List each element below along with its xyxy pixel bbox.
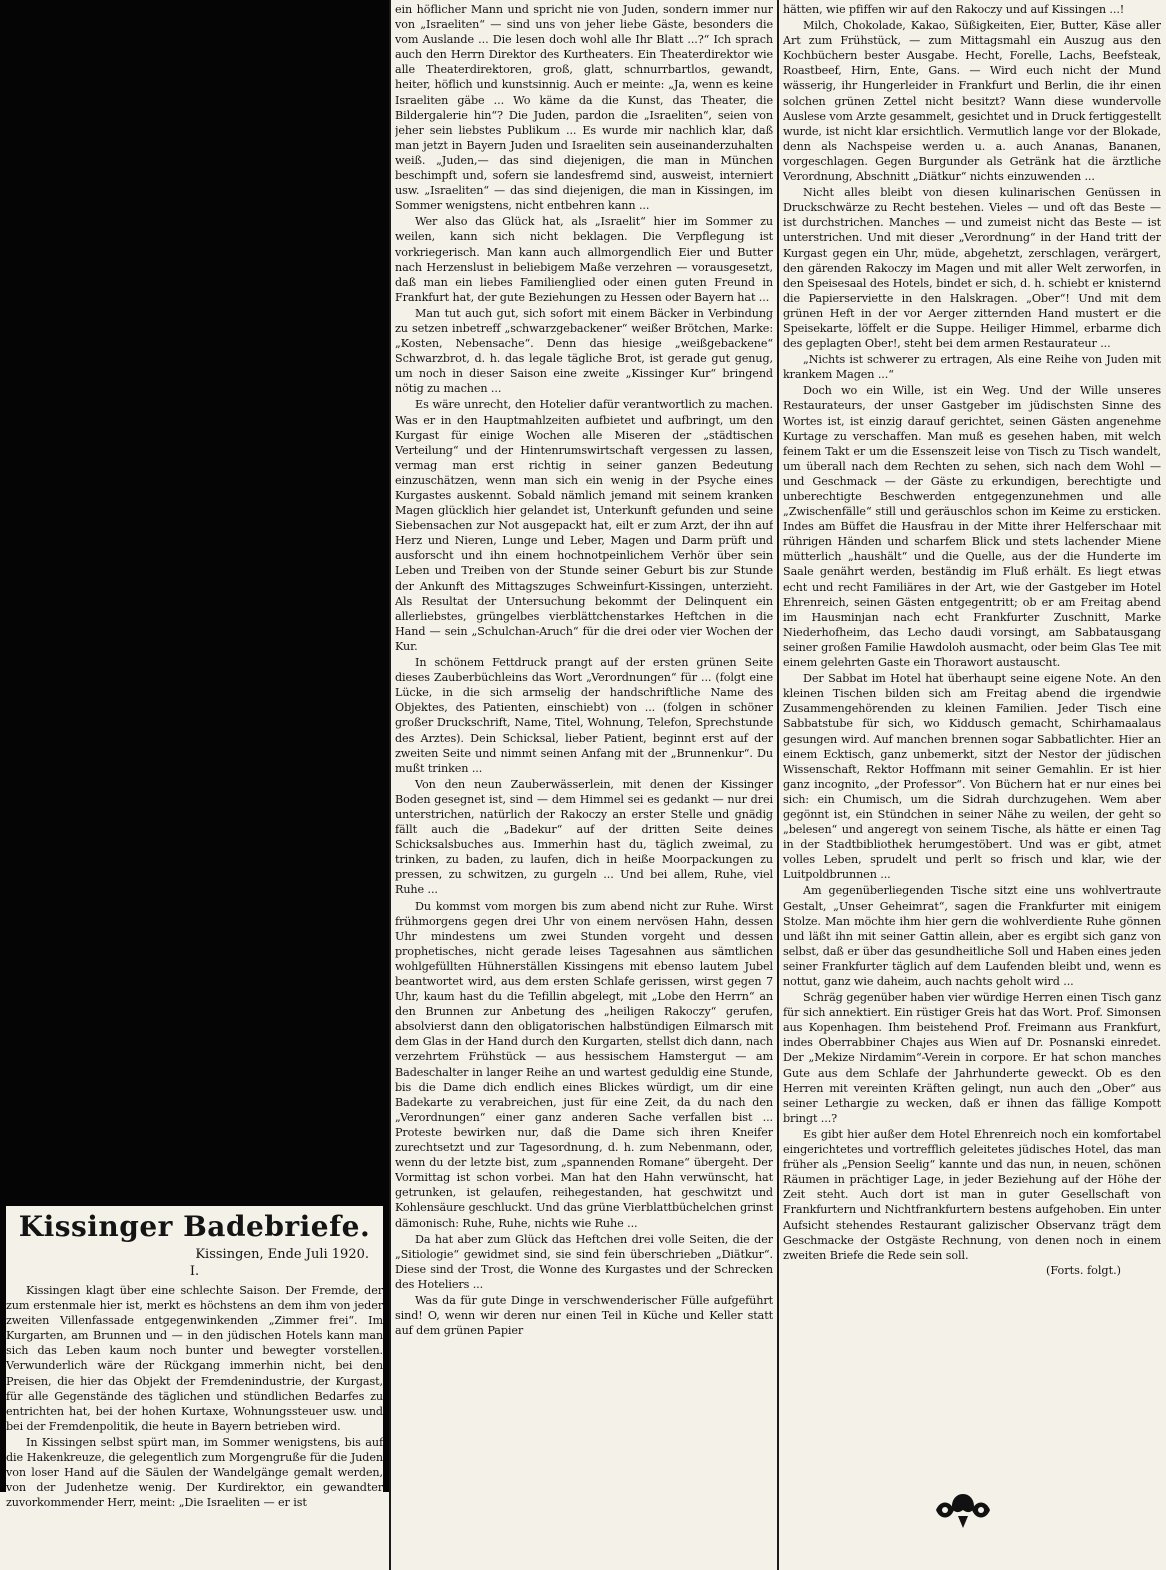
paragraph: Der Sabbat im Hotel hat überhaupt seine eigene Note. An den kleinen Tischen bilden sich am Freitag abend die irgendwie Zusammengehörenden zu kleinen Familien. Jeder Tisch eine Sabbatstube für sich, wo Kiddusch gemacht, Schirhamaalaus gesungen wird. Auf manchen brennen sogar Sabbatlichter. Hier an einem Ecktisch, ganz unbemerkt, sitzt der Nestor der jüdischen Wissenschaft, Rektor Hoffmann mit seiner Gemahlin. Er ist hier ganz incognito, „der Professor“. Von Büchern hat er nur eines bei sich: ein Chumisch, um die Sidrah durchzugehen. Wem aber gegönnt ist, ein Stündchen in seiner Nähe zu weilen, der geht so „belesen“ und angeregt von seinem Tische, als hätte er einen Tag in der Stadtbibliothek herumgestöbert. Und was er gibt, atmet volles Leben, sprudelt und perlt so frisch und klar, wie der Luitpoldbrunnen ...: [783, 672, 1161, 882]
paragraph: Es wäre unrecht, den Hotelier dafür verantwortlich zu machen. Was er in den Hauptmahlzeiten aufbietet und aufbringt, um den Kurgast für einige Wochen alle Miseren der „städtischen Verteilung“ und der Hintenrumswirtschaft vergessen zu lassen, vermag man erst richtig in seiner ganzen Bedeutung einzuschätzen, wenn man sich ein wenig in der Psyche eines Kurgastes auskennt. Sobald nämlich jemand mit seinem kranken Magen glücklich hier gelandet ist, Unterkunft gefunden und seine Siebensachen zur Not ausgepackt hat, eilt er zum Arzt, der ihn auf Herz und Nieren, Lunge und Leber, Magen und Darm prüft und ausforscht und ihn einem hochnotpeinlichem Verhör über sein Leben und Treiben von der Stunde seiner Geburt bis zur Stunde der Ankunft des Mittagszuges Schweinfurt-Kissingen, unterzieht. Als Resultat der Untersuchung bekommt der Delinquent ein allerliebstes, grüngelbes vierblättchenstarkes Heftchen in die Hand — sein „Schulchan-Aruch“ für die drei oder vier Wochen der Kur.: [395, 398, 773, 653]
paragraph: hätten, wie pfiffen wir auf den Rakoczy und auf Kissingen ...!: [783, 3, 1125, 16]
ornament-icon: [928, 1490, 998, 1530]
paragraph: Nicht alles bleibt von diesen kulinarischen Genüssen in Druckschwärze zu Recht bestehen. Vieles — und oft das Beste — ist durchstrichen. Manches — und zumeist nicht das Beste — ist unterstrichen. Und mit dieser „Verordnung“ in der Hand tritt der Kurgast gegen ein Uhr, müde, abgehetzt, zerschlagen, verärgert, den gärenden Rakoczy im Magen und mit aller Welt zerworfen, in den Speisesaal des Hotels, bindet er sich, d. h. schiebt er knisternd die Papierserviette in den Halskragen. „Ober“! Und mit dem grünen Heft in der vor Aerger zitternden Hand mustert er die Speisekarte, löffelt er die Suppe. Heiliger Himmel, erbarme dich des geplagten Ober!, steht bei dem armen Restaurateur ...: [783, 186, 1161, 351]
paragraph: Am gegenüberliegenden Tische sitzt eine uns wohlvertraute Gestalt, „Unser Geheimrat“, sagen die Frankfurter mit einigem Stolze. Man möchte ihm hier gern die wohlverdiente Ruhe gönnen und läßt ihn mit seiner Gattin allein, aber es ergibt sich ganz von selbst, daß er über das gesundheitliche Soll und Haben eines jeden seiner Frankfurter täglich auf dem Laufenden bleibt und, wenn es nottut, ganz wie daheim, auch nachts geholt wird ...: [783, 884, 1161, 988]
paragraph: Milch, Chokolade, Kakao, Süßigkeiten, Eier, Butter, Käse aller Art zum Frühstück, — zum Mittagsmahl ein Auszug aus den Kochbüchern bester Ausgabe. Hecht, Forelle, Lachs, Beefsteak, Roastbeef, Hirn, Ente, Gans. — Wird euch nicht der Mund wässerig, ihr Hungerleider in Frankfurt und Berlin, die ihr einen solchen grünen Zettel nicht besitzt? Wann diese wundervolle Auslese vom Arzte gesammelt, gesichtet und in Druck fertiggestellt wurde, ist nicht klar ersichtlich. Vermutlich lange vor der Blokade, denn als Nachspeise werden u. a. auch Ananas, Bananen, vorgeschlagen. Gegen Burgunder als Getränk hat die ärztliche Verordnung, Abschnitt „Diätkur“ nichts einzuwenden ...: [783, 19, 1161, 184]
section-number: I.: [189, 1264, 200, 1279]
paragraph: Doch wo ein Wille, ist ein Weg. Und der Wille unseres Restaurateurs, der unser Gastgeber im jüdischsten Sinne des Wortes ist, ist einzig darauf gerichtet, seinen Gästen angenehme Kurtage zu verschaffen. Man muß es gesehen haben, mit welch feinem Takt er um die Essenszeit leise von Tisch zu Tisch wandelt, um überall nach dem Rechten zu sehen, sich nach dem Wohl — und Geschmack — der Gäste zu erkundigen, berechtigte und unberechtigte Beschwerden entgegenzunehmen und alle „Zwischenfälle“ still und geräuschlos schon im Keime zu ersticken. Indes am Büffet die Hausfrau in der Mitte ihrer Helferschaar mit rührigen Händen und scharfem Blick und stets lachender Miene mütterlich „haushält“ und die Quelle, aus der die Hunderte im Saale genährt werden, beständig im Fluß erhält. Es liegt etwas echt und recht Familiäres in der Art, wie der Gastgeber im Hotel Ehrenreich, seinen Gästen entgegentritt; ob er am Freitag abend im Hausminjan nach echt Frankfurter Zuschnitt, Marke Niederhofheim, das Lecho daudi vorsingt, am Sabbatausgang seiner großen Familie Hawdoloh ausmacht, oder beim Glas Tee mit einem gelehrten Gaste ein Thorawort austauscht.: [783, 384, 1161, 670]
paragraph: Da hat aber zum Glück das Heftchen drei volle Seiten, die der „Sitiologie“ gewidmet sind, sie sind fein überschrieben „Diätkur“. Diese sind der Trost, die Wonne des Kurgastes und der Schrecken des Hoteliers ...: [395, 1232, 773, 1291]
paragraph: ein höflicher Mann und spricht nie von Juden, sondern immer nur von „Israeliten“ — sind uns von jeher liebe Gäste, besonders die vom Auslande ... Die lesen doch wohl alle Ihr Blatt ...?“ Ich sprach auch den Herrn Direktor des Kurtheaters. Ein Theaterdirektor wie alle Theaterdirektoren, groß, glatt, schnurrbartlos, gewandt, heiter, höflich und kunstsinnig. Auch er meinte: „Ja, wenn es keine Israeliten gäbe ... Wo käme da die Kunst, das Theater, die Bildergalerie hin“? Die Juden, pardon die „Israeliten“, seien von jeher sein liebstes Publikum ... Es wurde mir nachlich klar, daß man jetzt in Bayern Juden und Israeliten sein auseinanderzuhalten weiß. „Juden,— das sind diejenigen, die man in München beschimpft und, sofern sie landesfremd sind, ausweist, interniert usw. „Israeliten“ — das sind diejenigen, die man in Kissingen, im Sommer wenigstens, nicht entbehren kann ...: [395, 3, 773, 213]
column-rule-left: [389, 0, 391, 1570]
paragraph: In schönem Fettdruck prangt auf der ersten grünen Seite dieses Zauberbüchleins das Wort „Verordnungen“ für ... (folgt eine Lücke, in die sich armselig der handschriftliche Name des Objektes, des Patienten, einschiebt) von ... (folgen in schöner großer Druckschrift, Name, Titel, Wohnung, Telefon, Sprechstunde des Arztes). Dein Schicksal, lieber Patient, beginnt erst auf der zweiten Seite und nimmt seinen Anfang mit der „Brunnenkur“. Du mußt trinken ...: [395, 656, 773, 775]
column-rule-right: [777, 0, 779, 1570]
paragraph: Von den neun Zauberwässerlein, mit denen der Kissinger Boden gesegnet ist, sind — dem Himmel sei es gedankt — nur drei unterstrichen, natürlich der Rakoczy an erster Stelle und gnädig fällt auch die „Badekur“ auf der dritten Seite deines Schicksalsbuches aus. Immerhin hast du, täglich zweimal, zu trinken, zu baden, zu laufen, dich in heiße Moorpackungen zu pressen, zu schwitzen, zu gurgeln ... Und bei allem, Ruhe, viel Ruhe ...: [395, 777, 773, 897]
column-1-article: [6, 1206, 383, 1568]
verse: „Nichts ist schwerer zu ertragen, Als eine Reihe von Juden mit krankem Magen ...“: [783, 353, 1161, 382]
paragraph: Schräg gegenüber haben vier würdige Herren einen Tisch ganz für sich annektiert. Ein rüstiger Greis hat das Wort. Prof. Simonsen aus Kopenhagen. Ihm beistehend Prof. Freimann aus Frankfurt, indes Oberrabbiner Chajes aus Wien auf Dr. Posnanski einredet. Der „Mekize Nirdamim“-Verein in corpore. Er hat schon manches Gute aus dem Schlafe der Jahrhunderte geweckt. Ob es den Herren mit vereinten Kräften gelingt, nun auch den „Ober“ aus seiner Lethargie zu wecken, daß er ihnen das fällige Kompott bringt ...?: [783, 991, 1161, 1125]
paragraph: Wer also das Glück hat, als „Israelit“ hier im Sommer zu weilen, kann sich nicht beklagen. Die Verpflegung ist vorkriegerisch. Man kann auch allmorgendlich Eier und Butter nach Herzenslust in beliebigem Maße verzehren — vorausgesetzt, daß man ein liebes Familienglied oder einen guten Freund in Frankfurt hat, der gute Beziehungen zu Hessen oder Bayern hat ...: [395, 215, 773, 304]
paragraph: Du kommst vom morgen bis zum abend nicht zur Ruhe. Wirst frühmorgens gegen drei Uhr von einem nervösen Hahn, dessen Uhr mindestens um zwei Stunden vorgeht und dessen prophetisches, nicht gerade leises Tagesahnen aus sämtlichen wohlgefüllten Hühnerställen Kissingens mit ebenso lautem Jubel beantwortet wird, aus dem ersten Schlafe gerissen, wirst gegen 7 Uhr, kaum hast du die Tefillin abgelegt, mit „Lobe den Herrn“ an den Brunnen zur Anbetung des „heiligen Rakoczy“ gerufen, absolvierst dann den obligatorischen halbstündigen Eilmarsch mit dem Glas in der Hand durch den Kurgarten, stellst dich dann, nach verzehrtem Frühstück — aus hessischem Hamstergut — am Badeschalter in langer Reihe an und wartest geduldig eine Stunde, bis die Dame dich endlich eines Blickes würdigt, um dir eine Badekarte zu verabreichen, just für eine Zeit, da du nach den „Verordnungen“ einer ganz anderen Sache verfallen bist ... Proteste bewirken nur, daß die Dame sich ihren Kneifer zurechtsetzt und zur Tagesordnung, d. h. zum Nebenmann, oder, wenn du der letzte bist, zum „spannenden Romane“ übergeht. Der Vormittag ist schon vorbei. Man hat den Hahn verwünscht, hat getrunken, ist gelaufen, reihegestanden, hat geschwitzt und Kohlensäure geschluckt. Und das grüne Vierblattbüchelchen grinst dämonisch: Ruhe, Ruhe, nichts wie Ruhe ...: [395, 899, 773, 1230]
column-2: [395, 2, 773, 1568]
paragraph: Was da für gute Dinge in verschwenderischer Fülle aufgeführt sind! O, wenn wir deren nur einen Teil in Küche und Keller statt auf dem grünen Papier: [395, 1293, 773, 1338]
column-3: [783, 2, 1161, 1486]
paragraph: Kissingen klagt über eine schlechte Saison. Der Fremde, der zum erstenmale hier ist, merkt es höchstens an dem ihm von jeder zweiten Villenfassade entgegenwinkenden „Zimmer frei“. Im Kurgarten, am Brunnen und — in den jüdischen Hotels kann man sich das Leben kaum noch bunter und bewegter vorstellen. Verwunderlich wäre der Rückgang immerhin nicht, bei den Preisen, die hier das Objekt der Fremdenindustrie, der Kurgast, für alle Gegenstände des täglichen und stündlichen Bedarfes zu entrichten hat, bei der hohen Kurtaxe, Wohnungssteuer usw. und bei der Fremdenpolitik, die heute in Bayern betrieben wird.: [6, 1284, 383, 1433]
continued-note: (Forts. folgt.): [1046, 1263, 1121, 1277]
paragraph: In Kissingen selbst spürt man, im Sommer wenigstens, bis auf die Hakenkreuze, die gelegentlich zum Morgengruße für die Juden von loser Hand auf die Säulen der Wandelgänge gemalt werden, von der Judenhetze wenig. Der Kurdirektor, ein gewandter zuvorkommender Herr, meint: „Die Israeliten — er ist: [6, 1435, 383, 1510]
dateline: Kissingen, Ende Juli 1920.: [195, 1247, 369, 1262]
paragraph: Man tut auch gut, sich sofort mit einem Bäcker in Verbindung zu setzen inbetreff „schwarzgebackener“ weißer Brötchen, Marke: „Kosten, Nebensache“. Denn das hiesige „weißgebackene“ Schwarzbrot, d. h. das legale tägliche Brot, ist gerade gut genug, um noch in dieser Saison eine zweite „Kissinger Kur“ bringend nötig zu machen ...: [395, 306, 773, 396]
paragraph: Es gibt hier außer dem Hotel Ehrenreich noch ein komfortabel eingerichtetes und vortrefflich geleitetes jüdisches Hotel, das man früher als „Pension Seelig“ kannte und das nun, in neuen, schönen Räumen in prächtiger Lage, in jeder Beziehung auf der Höhe der Zeit steht. Auch dort ist man in guter Gesellschaft von Frankfurtern und Nichtfrankfurtern bestens aufgehoben. Ein unter Aufsicht stehendes Restaurant galizischer Observanz trägt dem Geschmacke der Ostgäste Rechnung, von denen noch in einem zweiten Briefe die Rede sein soll.: [783, 1127, 1161, 1262]
article-heading: Kissinger Badebriefe.: [18, 1210, 371, 1243]
